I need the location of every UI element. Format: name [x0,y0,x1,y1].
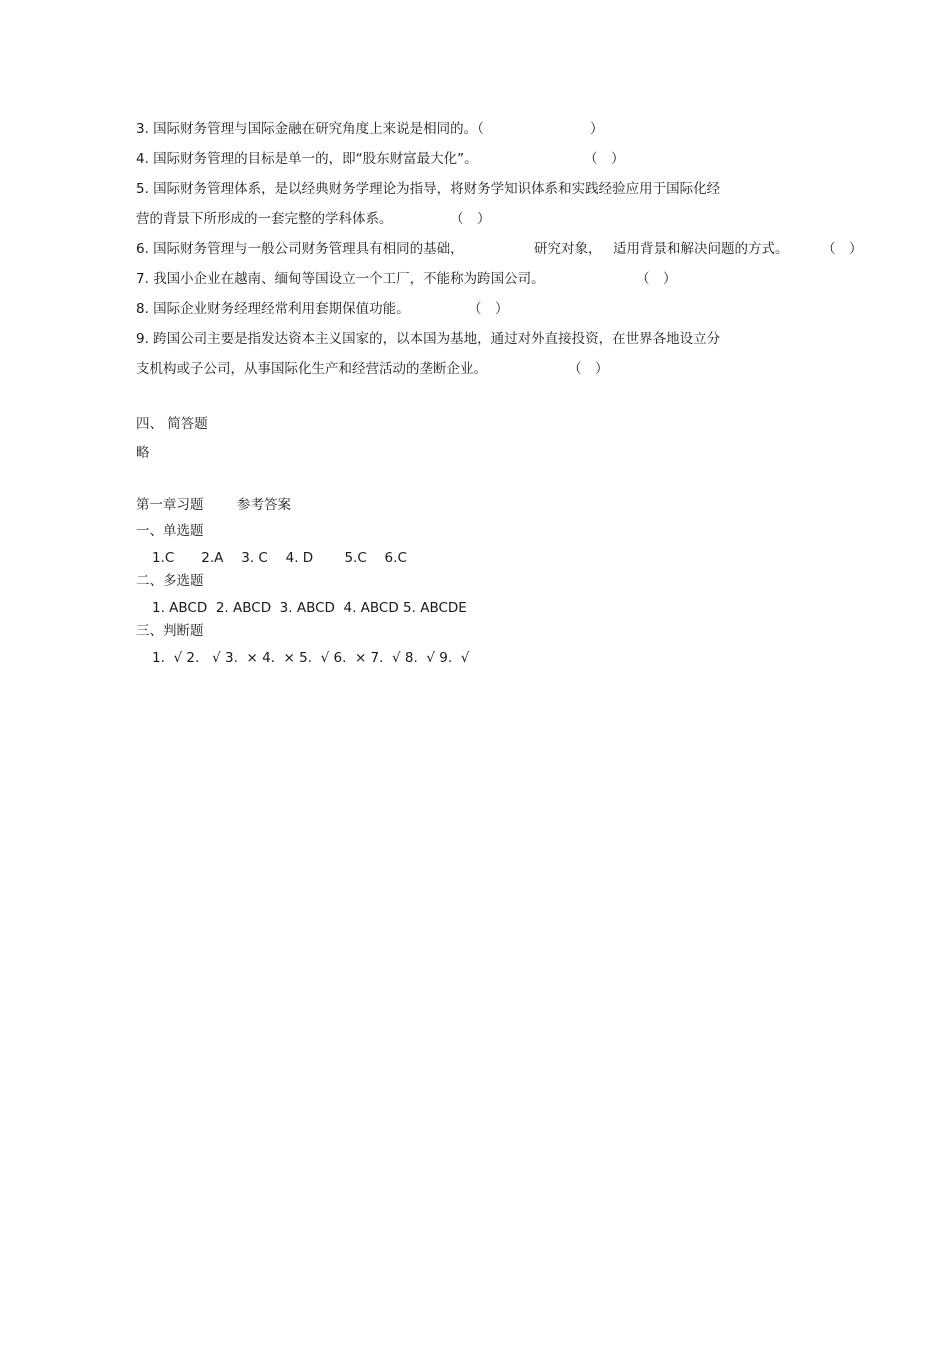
question-6: 6. 国际财务管理与一般公司财务管理具有相同的基础， [136,241,464,257]
question-3: 3. 国际财务管理与国际金融在研究角度上来说是相同的。（ [136,121,484,137]
question-5-line-1: 5. 国际财务管理体系，是以经典财务学理论为指导，将财务学知识体系和实践经验应用于国际化经 [136,181,721,197]
question-5-line-2: 营的背景下所形成的一套完整的学科体系。 [136,211,393,227]
answers-judge-row: 1. √ 2. √ 3. × 4. × 5. √ 6. × 7. √ 8. √ 9. √ [152,650,470,666]
answers-single-row: 1.C 2.A 3. C 4. D 5.C 6.C [152,550,407,566]
question-8: 8. 国际企业财务经理经常利用套期保值功能。 [136,301,410,317]
answers-judge-heading: 三、判断题 [136,623,204,639]
question-9-bracket: （ ） [568,361,609,377]
question-5-bracket: （ ） [450,211,491,227]
question-7-bracket: （ ） [636,271,677,287]
answers-subtitle: 参考答案 [237,497,291,513]
question-9-line-2: 支机构或子公司，从事国际化生产和经营活动的垄断企业。 [136,361,487,377]
section-4-body: 略 [136,445,150,461]
question-7: 7. 我国小企业在越南、缅甸等国设立一个工厂，不能称为跨国公司。 [136,271,545,287]
question-6-bracket: （ ） [822,241,863,257]
question-4-bracket: （ ） [584,151,625,167]
question-3-bracket: ） [590,121,604,137]
answers-multi-heading: 二、多选题 [136,573,204,589]
answers-title: 第一章习题 [136,497,204,513]
section-4-heading: 四、 简答题 [136,416,208,432]
question-9-line-1: 9. 跨国公司主要是指发达资本主义国家的，以本国为基地，通过对外直接投资，在世界各地设立分 [136,331,721,347]
question-6-part-3: 适用背景和解决问题的方式。 [613,241,789,257]
question-6-part-2: 研究对象， [534,241,602,257]
question-4: 4. 国际财务管理的目标是单一的，即“股东财富最大化”。 [136,151,478,167]
answers-multi-row: 1. ABCD 2. ABCD 3. ABCD 4. ABCD 5. ABCDE [152,600,467,616]
answers-single-heading: 一、单选题 [136,523,204,539]
question-8-bracket: （ ） [468,301,509,317]
